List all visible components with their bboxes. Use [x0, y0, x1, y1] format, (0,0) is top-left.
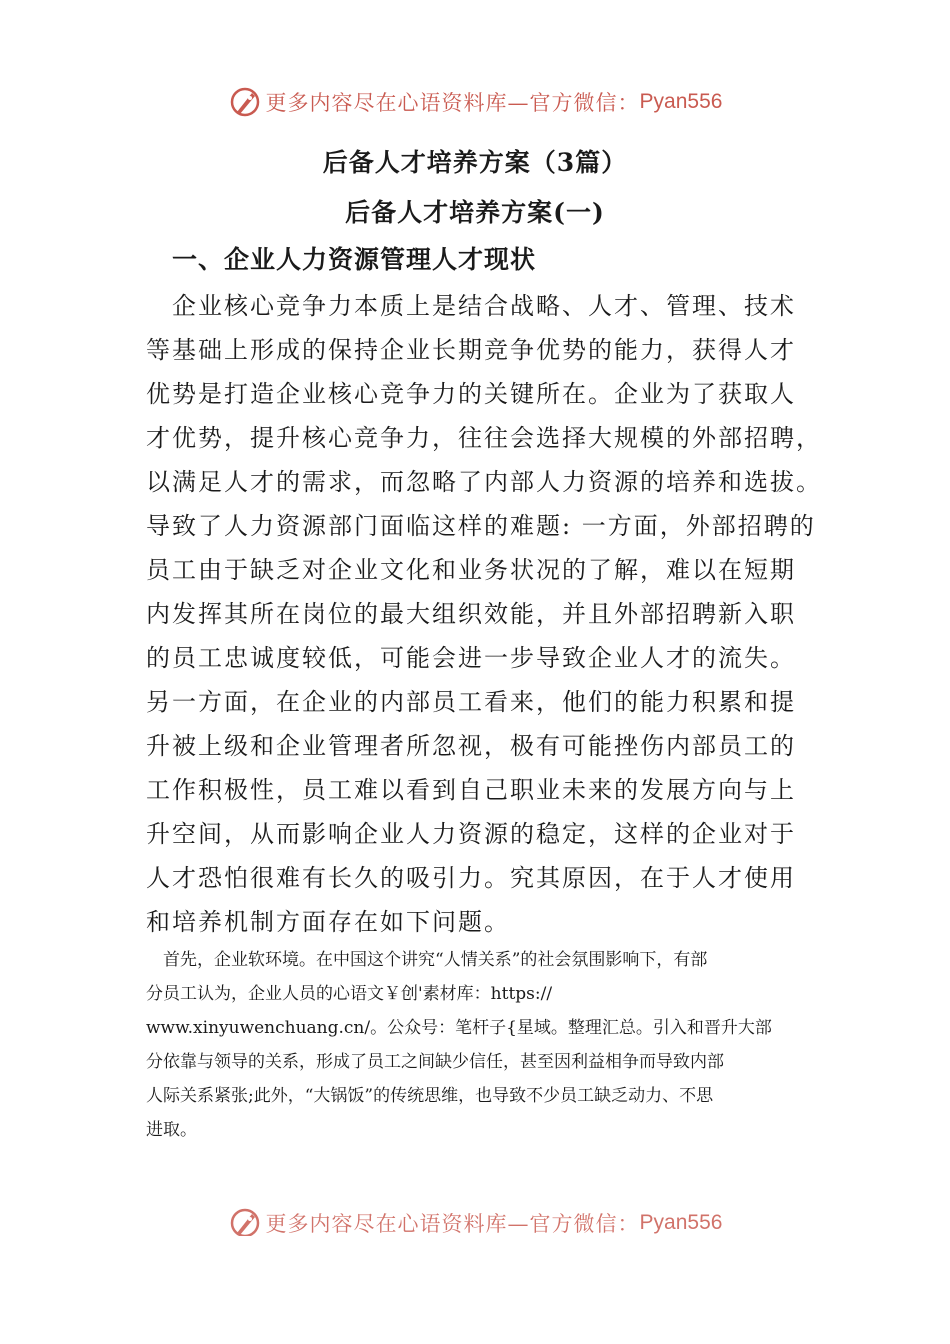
body-line: 优势是打造企业核心竞争力的关键所在。企业为了获取人 — [146, 380, 796, 408]
body-line: 人才恐怕很难有长久的吸引力。究其原因，在于人才使用 — [146, 864, 796, 892]
document-title: 后备人才培养方案（3篇） — [322, 148, 628, 177]
small-line: 进取。 — [146, 1120, 197, 1140]
watermark-text: 更多内容尽在心语资料库—官方微信： — [265, 1212, 640, 1236]
body-line: 内发挥其所在岗位的最大组织效能，并且外部招聘新入职 — [146, 600, 796, 628]
body-line: 以满足人才的需求，而忽略了内部人力资源的培养和选拔。 — [146, 468, 822, 496]
body-line: 员工由于缺乏对企业文化和业务状况的了解，难以在短期 — [146, 556, 796, 584]
document-subtitle: 后备人才培养方案(一) — [345, 198, 605, 227]
small-line: 分员工认为，企业人员的心语文￥创'素材库：https:// — [146, 984, 553, 1004]
body-paragraph — [146, 284, 822, 944]
small-line: 分依靠与领导的关系，形成了员工之间缺少信任，甚至因利益相争而导致内部 — [146, 1052, 724, 1072]
body-line: 企业核心竞争力本质上是结合战略、人才、管理、技术 — [146, 292, 796, 320]
small-line: 首先，企业软环境。在中国这个讲究“人情关系”的社会氛围影响下，有部 — [146, 950, 708, 970]
watermark-brand: Pyan556 — [639, 90, 723, 113]
body-line: 的员工忠诚度较低，可能会进一步导致企业人才的流失。 — [146, 644, 796, 672]
small-line: 人际关系紧张;此外，“大锅饭”的传统思维，也导致不少员工缺乏动力、不思 — [146, 1086, 714, 1106]
body-line: 等基础上形成的保持企业长期竞争优势的能力，获得人才 — [146, 336, 796, 364]
pen-logo-icon — [228, 1206, 262, 1236]
body-line: 导致了人力资源部门面临这样的难题: 一方面，外部招聘的 — [146, 512, 816, 540]
body-line: 另一方面，在企业的内部员工看来，他们的能力积累和提 — [146, 688, 796, 716]
watermark-footer — [0, 1204, 950, 1236]
body-line: 工作积极性，员工难以看到自己职业未来的发展方向与上 — [146, 776, 796, 804]
section-heading: 一、企业人力资源管理人才现状 — [172, 245, 537, 274]
small-line: www.xinyuwenchuang.cn/。公众号：笔杆子{星域。整理汇总。引入和晋升大部 — [146, 1018, 772, 1038]
watermark-brand: Pyan556 — [639, 1211, 723, 1234]
body-line: 升空间，从而影响企业人力资源的稳定，这样的企业对于 — [146, 820, 796, 848]
watermark-text: 更多内容尽在心语资料库—官方微信： — [265, 91, 640, 115]
body-line: 升被上级和企业管理者所忽视，极有可能挫伤内部员工的 — [146, 732, 796, 760]
body-line: 和培养机制方面存在如下问题。 — [146, 908, 510, 936]
small-paragraph — [146, 943, 818, 1147]
body-line: 才优势，提升核心竞争力，往往会选择大规模的外部招聘， — [146, 424, 822, 452]
pen-logo-icon — [228, 85, 262, 119]
watermark-header — [0, 82, 950, 122]
